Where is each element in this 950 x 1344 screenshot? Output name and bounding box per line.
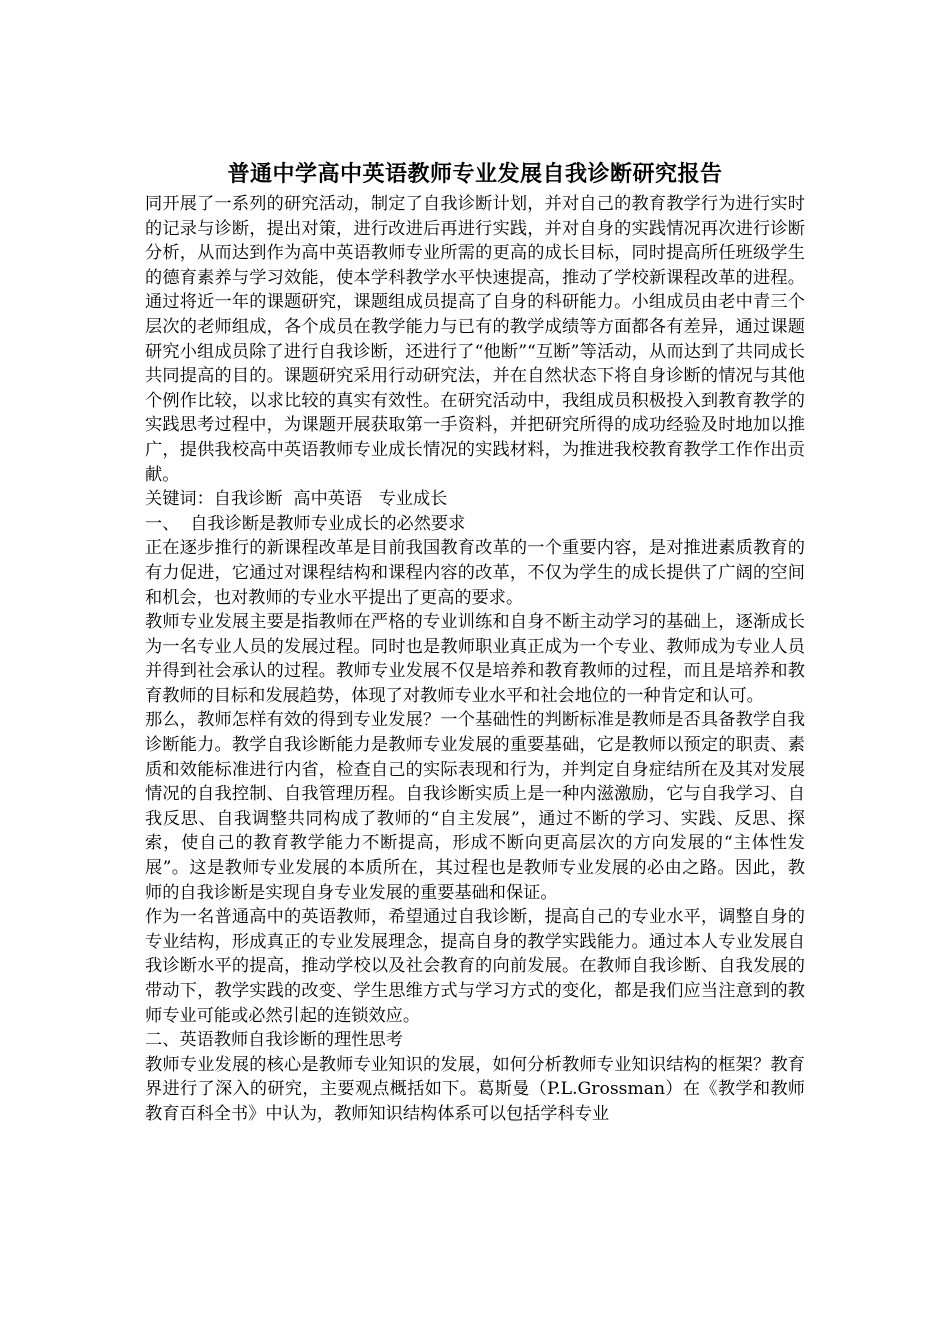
intro-paragraph: 同开展了一系列的研究活动，制定了自我诊断计划，并对自己的教育教学行为进行实时的记录与诊断，提出对策，进行改进后再进行实践，并对自身的实践情况再次进行诊断分析，从而达到作为高中英语教师专业所需的更高的成长目标，同时提高所任班级学生的德育素养与学习效能，使本学科教学水平快速提高，推动了学校新课程改革的进程。通过将近一年的课题研究，课题组成员提高了自身的科研能力。小组成员由老中青三个层次的老师组成，各个成员在教学能力与已有的教学成绩等方面都各有差异，通过课题研究小组成员除了进行自我诊断，还进行了“他断”“互断”等活动，从而达到了共同成长共同提高的目的。课题研究采用行动研究法，并在自然状态下将自身诊断的情况与其他个例作比较，以求比较的真实有效性。在研究活动中，我组成员积极投入到教育教学的实践思考过程中，为课题开展获取第一手资料，并把研究所得的成功经验及时地加以推广，提供我校高中英语教师专业成长情况的实践材料，为推进我校教育教学工作作出贡献。 [145, 194, 805, 485]
document-page [145, 158, 805, 1127]
body-paragraph: 教师专业发展主要是指教师在严格的专业训练和自身不断主动学习的基础上，逐渐成长为一名专业人员的发展过程。同时也是教师职业真正成为一个专业、教师成为专业人员并得到社会承认的过程。教师专业发展不仅是培养和教育教师的过程，而且是培养和教育教师的目标和发展趋势，体现了对教师专业水平和社会地位的一种肯定和认可。 [145, 612, 805, 706]
body-paragraph: 正在逐步推行的新课程改革是目前我国教育改革的一个重要内容，是对推进素质教育的有力促进，它通过对课程结构和课程内容的改革，不仅为学生的成长提供了广阔的空间和机会，也对教师的专业水平提出了更高的要求。 [145, 538, 805, 608]
section-heading-2: 二、英语教师自我诊断的理性思考 [145, 1030, 403, 1051]
body-paragraph: 那么，教师怎样有效的得到专业发展？一个基础性的判断标准是教师是否具备教学自我诊断能力。教学自我诊断能力是教师专业发展的重要基础，它是教师以预定的职责、素质和效能标准进行内省，检查自己的实际表现和行为，并判定自身症结所在及其对发展情况的自我控制、自我管理历程。自我诊断实质上是一种内滋激励，它与自我学习、自我反思、自我调整共同构成了教师的“自主发展”，通过不断的学习、实践、反思、探索，使自己的教育教学能力不断提高，形成不断向更高层次的方向发展的“主体性发展”。这是教师专业发展的本质所在，其过程也是教师专业发展的必由之路。因此，教师的自我诊断是实现自身专业发展的重要基础和保证。 [145, 710, 805, 903]
keywords-line: 关键词：自我诊断 高中英语 专业成长 [145, 489, 448, 510]
section-heading-1: 一、 自我诊断是教师专业成长的必然要求 [145, 513, 466, 534]
body-paragraph: 教师专业发展的核心是教师专业知识的发展，如何分析教师专业知识结构的框架？教育界进行了深入的研究，主要观点概括如下。葛斯曼（P.L.Grossman）在《教学和教师教育百科全书》中认为，教师知识结构体系可以包括学科专业 [145, 1054, 805, 1124]
document-title: 普通中学高中英语教师专业发展自我诊断研究报告 [227, 161, 723, 187]
body-paragraph: 作为一名普通高中的英语教师，希望通过自我诊断，提高自己的专业水平，调整自身的专业结构，形成真正的专业发展理念，提高自身的教学实践能力。通过本人专业发展自我诊断水平的提高，推动学校以及社会教育的向前发展。在教师自我诊断、自我发展的带动下，教学实践的改变、学生思维方式与学习方式的变化，都是我们应当注意到的教师专业可能或必然引起的连锁效应。 [145, 907, 805, 1026]
